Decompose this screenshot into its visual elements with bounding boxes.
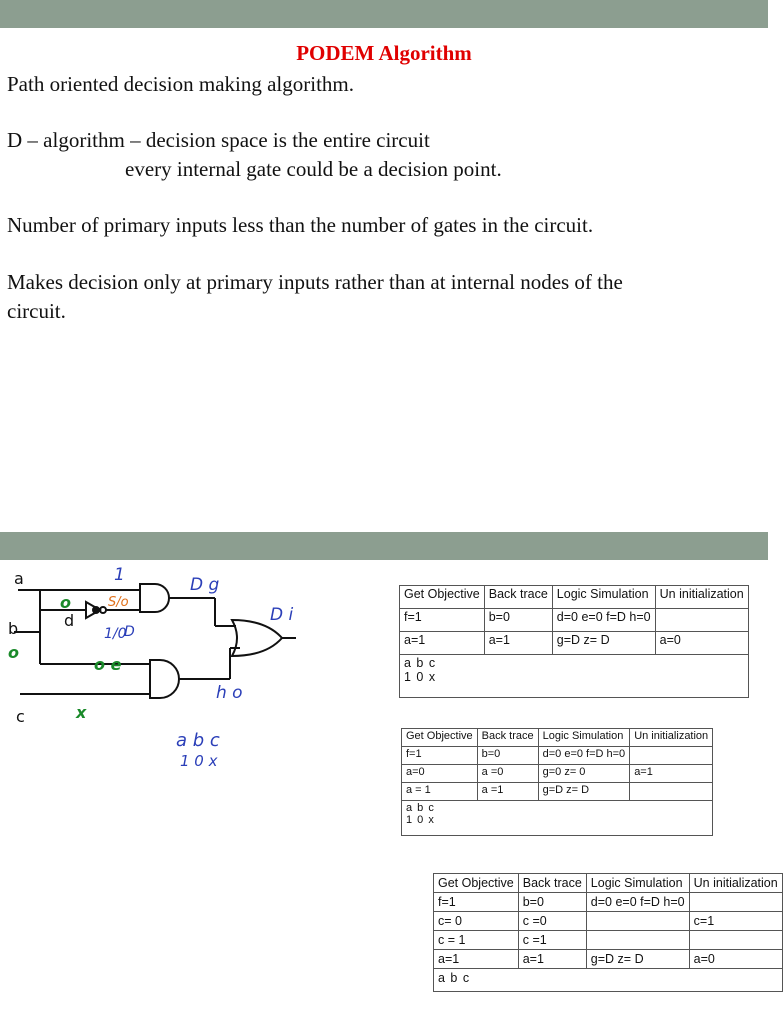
abc-header: a b c (176, 730, 220, 751)
footer-abc: a b c (438, 971, 471, 985)
label-c: c (16, 707, 25, 726)
table-cell: f=1 (400, 609, 485, 632)
table-cell: a=0 (402, 765, 478, 783)
table-cell: a=1 (484, 632, 552, 655)
table-cell: a=1 (630, 765, 713, 783)
label-dg: D g (190, 575, 220, 595)
table-cell: c =1 (518, 931, 586, 950)
text-line-5: Makes decision only at primary inputs rather than at internal nodes of the (7, 270, 623, 294)
table-cell: a=0 (689, 950, 782, 969)
table-header-row (400, 586, 749, 609)
table-cell: a=1 (434, 950, 519, 969)
label-zero-b: o (8, 643, 19, 662)
podem-table-1 (399, 585, 749, 698)
table-row (400, 609, 749, 632)
table-footer-row (402, 801, 713, 836)
table-cell (630, 783, 713, 801)
podem-table-3 (433, 873, 783, 992)
footer-cell (434, 969, 783, 992)
label-one: 1 (114, 565, 125, 585)
table-row (434, 931, 783, 950)
table-header-row (402, 729, 713, 747)
text-line-6: circuit. (7, 299, 66, 323)
header-cell: Logic Simulation (538, 729, 630, 747)
abc-values: 1 0 x (180, 752, 218, 770)
label-h0: h o (216, 683, 243, 703)
table-row (434, 950, 783, 969)
table-cell: c=1 (689, 912, 782, 931)
table-cell: d=0 e=0 f=D h=0 (586, 893, 689, 912)
footer-abc: a b c (406, 802, 435, 814)
label-sa0-sub: 1/0 (104, 626, 127, 642)
label-x: x (76, 703, 87, 722)
table-cell: g=0 z= 0 (538, 765, 630, 783)
header-cell: Get Objective (402, 729, 478, 747)
table-row (402, 765, 713, 783)
table-cell: a =1 (477, 783, 538, 801)
table-cell: d=0 e=0 f=D h=0 (552, 609, 655, 632)
label-a: a (14, 569, 24, 588)
header-cell: Un initialization (630, 729, 713, 747)
label-b: b (8, 619, 19, 638)
label-d-fault: D (124, 624, 135, 640)
table-cell: a =0 (477, 765, 538, 783)
table-cell: g=D z= D (552, 632, 655, 655)
table-row (402, 783, 713, 801)
label-zero-a: o (60, 593, 71, 612)
header-cell: Get Objective (400, 586, 485, 609)
table-row (402, 747, 713, 765)
table-cell (655, 609, 748, 632)
table-cell: b=0 (484, 609, 552, 632)
footer-values: 1 0 x (404, 670, 437, 684)
table-cell (586, 912, 689, 931)
table-cell (689, 893, 782, 912)
header-cell: Back trace (477, 729, 538, 747)
table-cell: f=1 (434, 893, 519, 912)
slide2-header-bar (0, 532, 768, 560)
text-line-2: D – algorithm – decision space is the entire circuit (7, 128, 430, 152)
table-cell: a = 1 (402, 783, 478, 801)
table-cell: b=0 (518, 893, 586, 912)
footer-values: 1 0 x (406, 814, 435, 826)
table-row (400, 632, 749, 655)
table-cell: a=0 (655, 632, 748, 655)
label-di: D i (270, 605, 294, 625)
slide-title: PODEM Algorithm (296, 41, 472, 65)
text-line-4: Number of primary inputs less than the number of gates in the circuit. (7, 213, 594, 237)
text-line-3: every internal gate could be a decision point. (125, 157, 502, 181)
label-oe: o e (94, 655, 122, 674)
table-footer-row (434, 969, 783, 992)
table-cell: g=D z= D (586, 950, 689, 969)
footer-cell (402, 801, 713, 836)
table-cell: c= 0 (434, 912, 519, 931)
footer-cell (400, 655, 749, 698)
table-cell: d=0 e=0 f=D h=0 (538, 747, 630, 765)
header-cell: Un initialization (655, 586, 748, 609)
label-sa0: S/o (108, 595, 129, 610)
table-cell: c =0 (518, 912, 586, 931)
slide1-header-bar (0, 0, 768, 28)
table-cell: g=D z= D (538, 783, 630, 801)
footer-abc: a b c (404, 656, 437, 670)
table-cell: b=0 (477, 747, 538, 765)
table-cell: c = 1 (434, 931, 519, 950)
table-cell (586, 931, 689, 950)
table-footer-row (400, 655, 749, 698)
table-cell: f=1 (402, 747, 478, 765)
table-cell: a=1 (400, 632, 485, 655)
label-d: d (64, 611, 75, 630)
table-cell (630, 747, 713, 765)
header-cell: Logic Simulation (586, 874, 689, 893)
podem-table-2 (401, 728, 713, 836)
table-header-row (434, 874, 783, 893)
table-row (434, 893, 783, 912)
table-row (434, 912, 783, 931)
table-cell (689, 931, 782, 950)
header-cell: Logic Simulation (552, 586, 655, 609)
header-cell: Back trace (484, 586, 552, 609)
header-cell: Un initialization (689, 874, 782, 893)
header-cell: Back trace (518, 874, 586, 893)
circuit-diagram (0, 562, 360, 772)
table-cell: a=1 (518, 950, 586, 969)
text-line-1: Path oriented decision making algorithm. (7, 72, 355, 96)
header-cell: Get Objective (434, 874, 519, 893)
